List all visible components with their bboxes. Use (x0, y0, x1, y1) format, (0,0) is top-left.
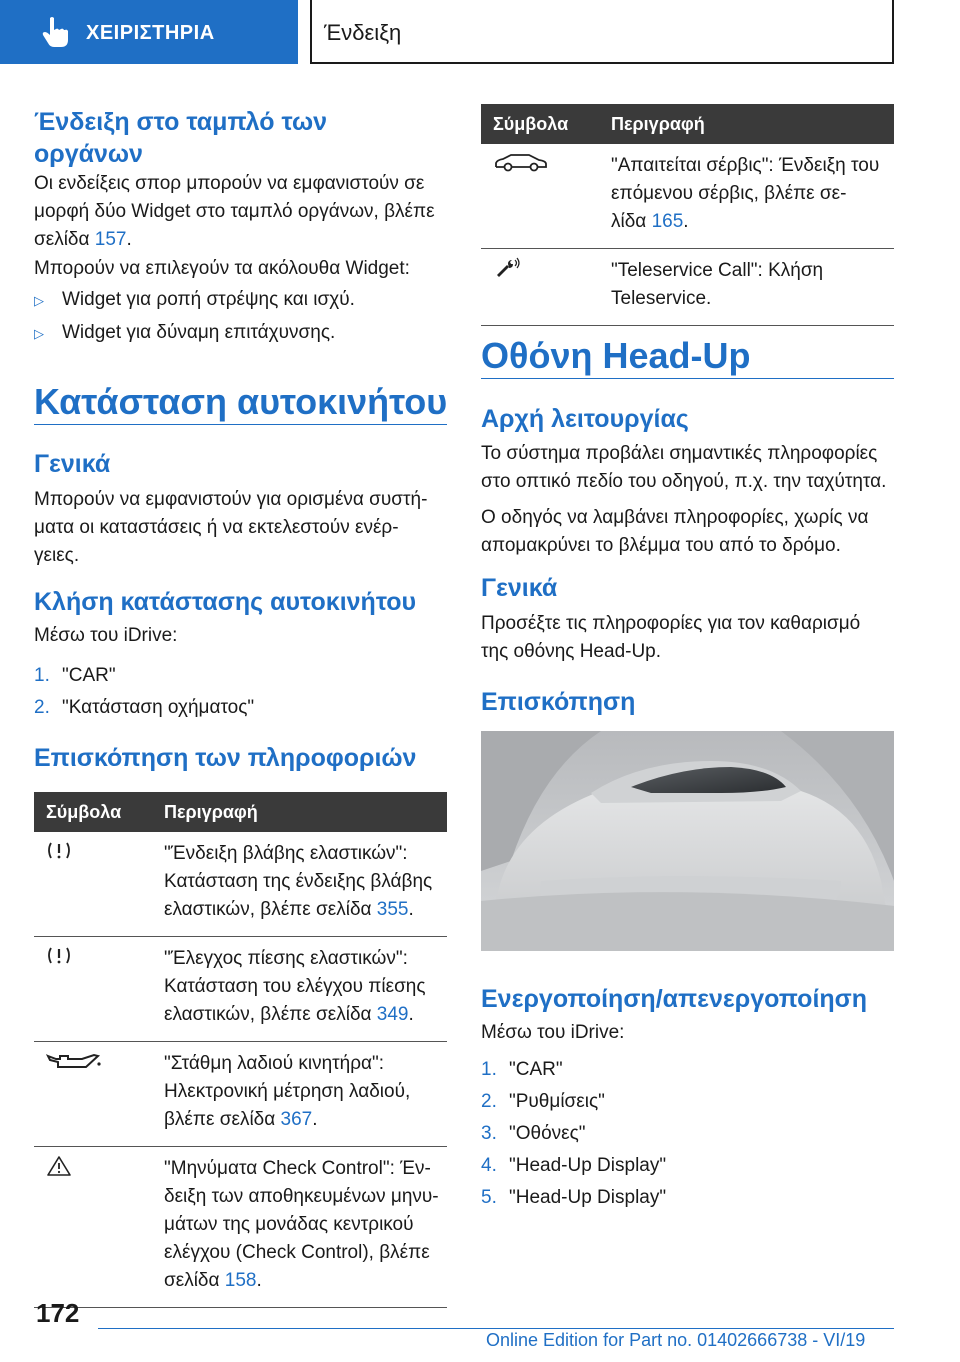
steps-list (481, 1056, 894, 1212)
description-cell (158, 1042, 447, 1147)
description-line: δειξη των αποθηκευμένων μηνυ- (164, 1186, 439, 1207)
hud-heading: Οθόνη Head-Up (481, 335, 751, 376)
description-cell (158, 1147, 447, 1308)
step-number: 2. (34, 697, 50, 718)
principle-heading: Αρχή λειτουργίας (481, 405, 689, 433)
general-paragraph (481, 610, 894, 666)
description-line: ελέγχου (Check Control), βλέπε (164, 1242, 430, 1263)
paragraph-line: Οι ενδείξεις σπορ μπορούν να εμφανιστούν σε (34, 173, 425, 194)
paragraph-line: ματα οι καταστάσεις ή να εκτελεστούν ενέρ- (34, 517, 399, 538)
text-span: ελαστικών, βλέπε σελίδα (164, 899, 377, 920)
description-cell (158, 832, 447, 937)
page-number: 172 (36, 1298, 80, 1328)
list-item (34, 694, 447, 722)
step-text: "Ρυθμίσεις" (509, 1091, 605, 1112)
wrench-call-icon (493, 257, 523, 279)
overview-heading: Επισκόπηση (481, 688, 636, 716)
table-row (34, 937, 447, 1042)
symbols-table (34, 792, 447, 1308)
description-line: Κατάσταση της ένδειξης βλάβης (164, 871, 433, 892)
step-number: 4. (481, 1155, 497, 1176)
text-span: λίδα (611, 211, 652, 232)
table-row (34, 1147, 447, 1308)
table-row (481, 249, 894, 326)
widgets-intro: Μπορούν να επιλεγούν τα ακόλουθα Widget: (34, 258, 410, 279)
list-item (34, 286, 447, 315)
description-line: ελαστικών, βλέπε σελίδα 349. (164, 1004, 414, 1025)
step-number: 5. (481, 1187, 497, 1208)
steps-list (34, 662, 447, 722)
column-header: Σύμβολα (481, 104, 605, 144)
table-header-row (34, 792, 447, 832)
step-number: 1. (481, 1059, 497, 1080)
step-number: 1. (34, 665, 50, 686)
list-item (481, 1120, 894, 1148)
list-item-text: Widget για δύναμη επιτάχυνσης. (62, 322, 336, 343)
tire-pressure-icon (46, 945, 72, 967)
table-row (34, 832, 447, 937)
paragraph-line: Το σύστημα προβάλει σημαντικές πληροφορίες (481, 443, 878, 464)
heading-rule (34, 424, 447, 425)
symbol-cell (34, 832, 158, 937)
description-line: "Απαιτείται σέρβις": Ένδειξη του (611, 155, 880, 176)
description-cell (605, 144, 894, 249)
list-item (481, 1152, 894, 1180)
description-line: "Μηνύματα Check Control": Έν- (164, 1158, 431, 1179)
section-label: ΧΕΙΡΙΣΤΗΡΙΑ (86, 22, 215, 44)
description-line: μάτων της μονάδας κεντρικού (164, 1214, 414, 1235)
heading-rule (481, 378, 894, 379)
service-car-icon (493, 152, 549, 174)
step-number: 2. (481, 1091, 497, 1112)
via-idrive: Μέσω του iDrive: (34, 625, 178, 646)
page-link[interactable]: 158 (224, 1270, 257, 1291)
hand-pointer-icon (40, 16, 70, 48)
period: . (126, 229, 132, 250)
symbols-table (481, 104, 894, 326)
paragraph-line (34, 226, 447, 254)
symbol-cell (481, 144, 605, 249)
text-span: ελαστικών, βλέπε σελίδα (164, 1004, 377, 1025)
general-heading: Γενικά (34, 450, 111, 478)
hud-dashboard-illustration (481, 731, 894, 951)
instrument-paragraph (34, 170, 447, 254)
step-text: "Οθόνες" (509, 1123, 586, 1144)
page-link[interactable]: 349 (376, 1004, 409, 1025)
description-line: "Teleservice Call": Κλήση (611, 260, 824, 281)
general-heading: Γενικά (481, 574, 558, 602)
page-title-box (310, 0, 894, 64)
warning-triangle-icon (46, 1155, 72, 1177)
section-tab[interactable] (0, 0, 298, 64)
description-line: επόμενου σέρβις, βλέπε σε- (611, 183, 847, 204)
step-text: "Head-Up Display" (509, 1155, 667, 1176)
paragraph-line: Προσέξτε τις πληροφορίες για τον καθαρισμό (481, 613, 861, 634)
instrument-heading (34, 106, 327, 170)
step-text: "CAR" (509, 1059, 563, 1080)
symbol-cell (481, 249, 605, 326)
symbol-cell (34, 1147, 158, 1308)
page-link[interactable]: 165 (651, 211, 684, 232)
paragraph-line: στο οπτικό πεδίο του οδηγού, π.χ. την ταχύτητα. (481, 471, 887, 492)
list-item (34, 319, 447, 348)
list-item (481, 1184, 894, 1212)
list-item (34, 662, 447, 690)
oil-can-icon (46, 1050, 102, 1072)
list-item (481, 1088, 894, 1116)
step-text: "Κατάσταση οχήματος" (62, 697, 255, 718)
description-line: Ηλεκτρονική μέτρηση λαδιού, (164, 1081, 411, 1102)
text-span: βλέπε σελίδα (164, 1109, 281, 1130)
table-row (34, 1042, 447, 1147)
tire-warning-icon (46, 840, 72, 862)
widget-bullets (34, 286, 447, 348)
description-line: "Στάθμη λαδιού κινητήρα": (164, 1053, 385, 1074)
paragraph-line: γειες. (34, 545, 80, 566)
overview-heading: Επισκόπηση των πληροφοριών (34, 744, 417, 772)
paragraph-line: Ο οδηγός να λαμβάνει πληροφορίες, χωρίς να (481, 507, 869, 528)
column-header: Σύμβολα (34, 792, 158, 832)
triangle-bullet-icon: ▷ (34, 293, 44, 308)
triangle-bullet-icon: ▷ (34, 326, 44, 341)
head-up-display-photo (481, 731, 894, 951)
step-text: "Head-Up Display" (509, 1187, 667, 1208)
toggle-heading: Ενεργοποίηση/απενεργοποίηση (481, 985, 868, 1013)
page-title: Ένδειξη (324, 20, 402, 45)
footer-rule (98, 1328, 894, 1329)
instrument-heading-line: Ένδειξη στο ταμπλό των (34, 108, 327, 136)
vehicle-status-heading: Κατάσταση αυτοκινήτου (34, 381, 448, 422)
column-header: Περιγραφή (605, 104, 894, 144)
list-item (481, 1056, 894, 1084)
general-paragraph (34, 486, 447, 570)
page-link[interactable]: 367 (280, 1109, 313, 1130)
text-span: σελίδα (34, 229, 95, 250)
description-line: λίδα 165. (611, 211, 689, 232)
step-number: 3. (481, 1123, 497, 1144)
instrument-heading-line: οργάνων (34, 140, 143, 168)
paragraph-line: Μπορούν να εμφανιστούν για ορισμένα συστή- (34, 489, 428, 510)
table-row (481, 144, 894, 249)
paragraph-line: της οθόνης Head-Up. (481, 641, 662, 662)
paragraph-line: απομακρύνει το βλέμμα του από το δρόμο. (481, 535, 841, 556)
description-cell (605, 249, 894, 326)
table-header-row (481, 104, 894, 144)
symbol-cell (34, 1042, 158, 1147)
column-header: Περιγραφή (158, 792, 447, 832)
edition-text: Online Edition for Part no. 01402666738 - VI/19 (486, 1330, 866, 1350)
call-status-heading: Κλήση κατάστασης αυτοκινήτου (34, 588, 417, 616)
description-line: "Έλεγχος πίεσης ελαστικών": (164, 948, 408, 969)
step-text: "CAR" (62, 665, 116, 686)
page-link[interactable]: 157 (94, 229, 127, 250)
description-line: Κατάσταση του ελέγχου πίεσης (164, 976, 426, 997)
description-line: σελίδα 158. (164, 1270, 262, 1291)
via-idrive: Μέσω του iDrive: (481, 1022, 625, 1043)
list-item-text: Widget για ροπή στρέψης και ισχύ. (62, 289, 355, 310)
description-cell (158, 937, 447, 1042)
description-line: βλέπε σελίδα 367. (164, 1109, 318, 1130)
description-line: Teleservice. (611, 288, 712, 309)
symbol-cell (34, 937, 158, 1042)
description-line: ελαστικών, βλέπε σελίδα 355. (164, 899, 414, 920)
description-line: "Ένδειξη βλάβης ελαστικών": (164, 843, 408, 864)
paragraph-line: μορφή δύο Widget στο ταμπλό οργάνων, βλέπε (34, 201, 435, 222)
page-link[interactable]: 355 (376, 899, 409, 920)
text-span: σελίδα (164, 1270, 225, 1291)
principle-paragraph (481, 440, 894, 560)
